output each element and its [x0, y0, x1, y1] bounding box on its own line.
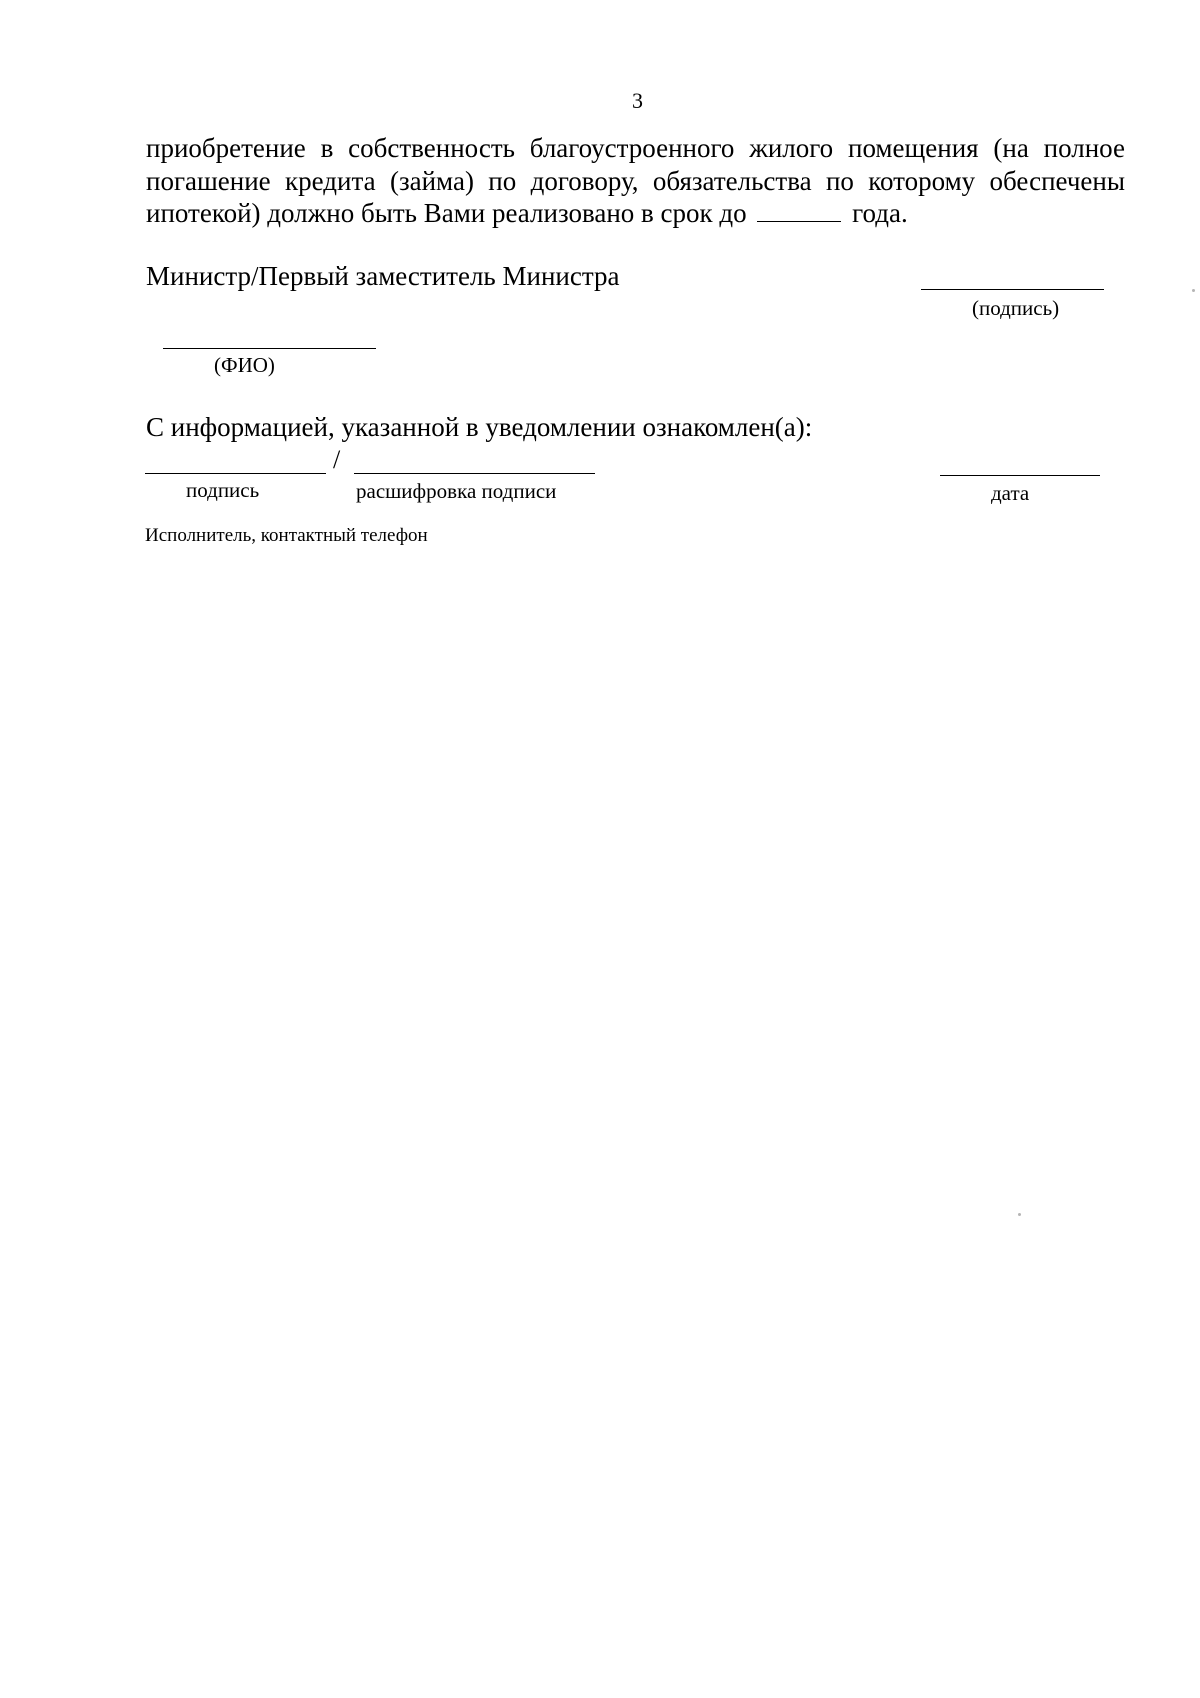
scan-speck — [1192, 289, 1195, 292]
acknowledgement-decoding-line[interactable] — [354, 473, 595, 474]
executor-label: Исполнитель, контактный телефон — [145, 525, 428, 546]
body-line-1: приобретение в собственность благоустроенного жилого помещения (на полное — [146, 133, 1125, 163]
signatory-signature-line[interactable] — [921, 289, 1104, 290]
acknowledgement-separator: / — [333, 445, 341, 474]
signatory-signature-caption: (подпись) — [972, 296, 1060, 320]
body-line-3-text: ипотекой) должно быть Вами реализовано в срок до — [146, 198, 747, 228]
deadline-year-blank[interactable] — [757, 221, 841, 222]
body-line-3 — [146, 198, 908, 228]
acknowledgement-date-caption: дата — [991, 481, 1030, 505]
scan-speck — [1018, 1213, 1021, 1216]
acknowledgement-decoding-caption: расшифровка подписи — [356, 479, 557, 503]
acknowledgement-statement: С информацией, указанной в уведомлении ознакомлен(а): — [146, 412, 813, 442]
signatory-name-caption: (ФИО) — [214, 353, 275, 377]
signatory-title: Министр/Первый заместитель Министра — [146, 261, 620, 291]
acknowledgement-signature-caption: подпись — [186, 478, 260, 502]
body-line-3-tail: года. — [852, 198, 908, 228]
signatory-name-line[interactable] — [163, 348, 376, 349]
body-line-2: погашение кредита (займа) по договору, обязательства по которому обеспечены — [146, 166, 1125, 196]
page-number: 3 — [632, 88, 643, 113]
acknowledgement-signature-line[interactable] — [145, 473, 326, 474]
acknowledgement-date-line[interactable] — [940, 475, 1100, 476]
